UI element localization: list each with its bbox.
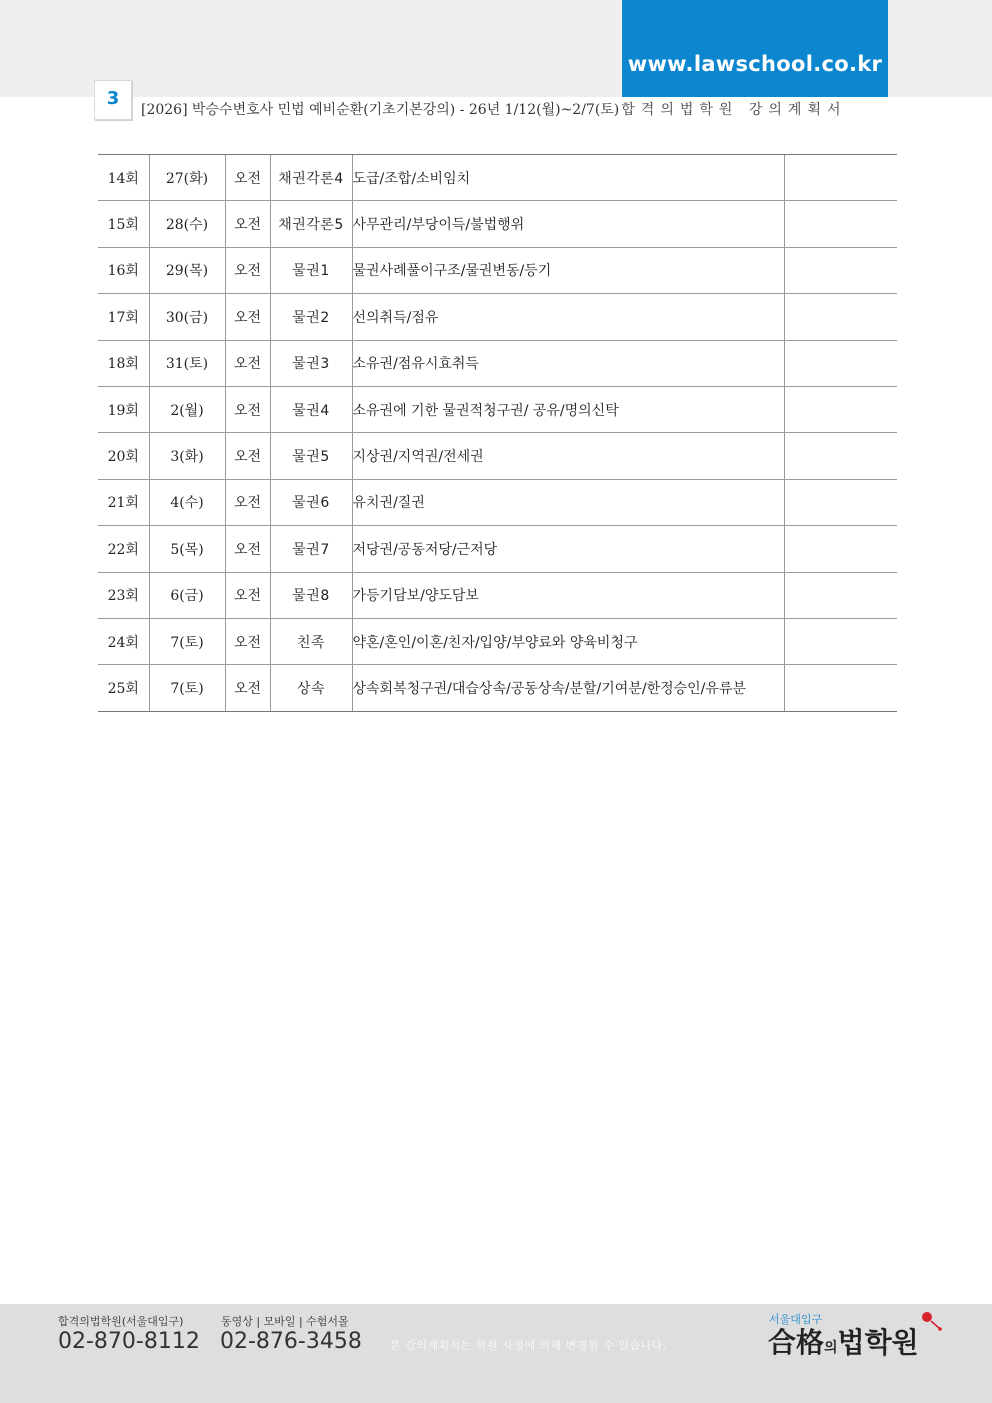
session-cell: 25회 [98,665,149,711]
date-cell: 29(목) [149,247,225,293]
url-banner [622,0,888,97]
time-cell: 오전 [225,386,270,432]
note-cell [784,386,897,432]
content-cell: 사무관리/부당이득/불법행위 [352,201,784,247]
table-row [98,386,897,432]
page-number: 3 [94,80,132,120]
time-cell: 오전 [225,479,270,525]
logo-mid: 의 [824,1340,838,1356]
session-cell: 24회 [98,618,149,664]
note-cell [784,618,897,664]
table-row [98,479,897,525]
footer-notice: 본 강의계획서는 학원 사정에 의해 변경될 수 있습니다. [390,1339,667,1352]
session-cell: 21회 [98,479,149,525]
content-cell: 가등기담보/양도담보 [352,572,784,618]
subject-cell: 물권7 [270,526,352,572]
table-row [98,526,897,572]
schedule-table [98,154,897,712]
subject-cell: 물권2 [270,294,352,340]
note-cell [784,665,897,711]
time-cell: 오전 [225,155,270,201]
table-row [98,294,897,340]
branch1-label: 합격의법학원(서울대입구) [58,1315,184,1328]
session-cell: 20회 [98,433,149,479]
time-cell: 오전 [225,340,270,386]
time-cell: 오전 [225,572,270,618]
content-cell: 도급/조합/소비임치 [352,155,784,201]
content-cell: 상속회복청구권/대습상속/공동상속/분할/기여분/한정승인/유류분 [352,665,784,711]
time-cell: 오전 [225,201,270,247]
content-cell: 소유권/점유시효취득 [352,340,784,386]
session-cell: 18회 [98,340,149,386]
note-cell [784,572,897,618]
session-cell: 22회 [98,526,149,572]
academy-logo [768,1321,919,1361]
time-cell: 오전 [225,618,270,664]
table-row [98,340,897,386]
date-cell: 7(토) [149,618,225,664]
date-cell: 28(수) [149,201,225,247]
subject-cell: 채권각론5 [270,201,352,247]
session-cell: 19회 [98,386,149,432]
content-cell: 소유권에 기한 물권적청구권/ 공유/명의신탁 [352,386,784,432]
subject-cell: 물권4 [270,386,352,432]
content-cell: 약혼/혼인/이혼/친자/입양/부양료와 양육비청구 [352,618,784,664]
date-cell: 7(토) [149,665,225,711]
session-cell: 15회 [98,201,149,247]
table-row [98,433,897,479]
time-cell: 오전 [225,526,270,572]
branch2-phone: 02-876-3458 [220,1329,362,1354]
table-row [98,201,897,247]
schedule-body [98,155,897,712]
time-cell: 오전 [225,247,270,293]
time-cell: 오전 [225,294,270,340]
branch2-label: 동영상 | 모바일 | 수험서몰 [221,1315,349,1328]
table-row [98,247,897,293]
session-cell: 16회 [98,247,149,293]
subject-cell: 채권각론4 [270,155,352,201]
subject-cell: 물권1 [270,247,352,293]
session-cell: 17회 [98,294,149,340]
note-cell [784,294,897,340]
note-cell [784,340,897,386]
date-cell: 2(월) [149,386,225,432]
logo-end: 법학원 [837,1326,919,1359]
date-cell: 5(목) [149,526,225,572]
logo-pin-icon [918,1308,946,1334]
content-cell: 유치권/질권 [352,479,784,525]
date-cell: 4(수) [149,479,225,525]
time-cell: 오전 [225,433,270,479]
subject-cell: 친족 [270,618,352,664]
course-title: [2026] 박승수변호사 민법 예비순환(기초기본강의) - 26년 1/12(월)~2/7(토) [141,102,620,118]
subject-cell: 물권8 [270,572,352,618]
content-cell: 지상권/지역권/전세권 [352,433,784,479]
date-cell: 3(화) [149,433,225,479]
subject-cell: 물권5 [270,433,352,479]
branch1-phone: 02-870-8112 [58,1329,200,1354]
document-type: 합격의법학원 강의계획서 [621,102,847,118]
subject-cell: 물권6 [270,479,352,525]
table-row [98,618,897,664]
subject-cell: 상속 [270,665,352,711]
logo-main: 合格 [768,1326,825,1359]
date-cell: 6(금) [149,572,225,618]
note-cell [784,201,897,247]
table-row [98,665,897,711]
content-cell: 선의취득/점유 [352,294,784,340]
site-url[interactable]: www.lawschool.co.kr [627,52,883,76]
table-row [98,155,897,201]
content-cell: 물권사례풀이구조/물권변동/등기 [352,247,784,293]
time-cell: 오전 [225,665,270,711]
table-row [98,572,897,618]
content-cell: 저당권/공동저당/근저당 [352,526,784,572]
note-cell [784,247,897,293]
date-cell: 31(토) [149,340,225,386]
session-cell: 23회 [98,572,149,618]
session-cell: 14회 [98,155,149,201]
note-cell [784,479,897,525]
date-cell: 27(화) [149,155,225,201]
logo-subtitle: 서울대입구 [769,1313,823,1326]
note-cell [784,433,897,479]
document-title [141,99,891,119]
date-cell: 30(금) [149,294,225,340]
note-cell [784,526,897,572]
subject-cell: 물권3 [270,340,352,386]
footer [0,1304,992,1403]
note-cell [784,155,897,201]
